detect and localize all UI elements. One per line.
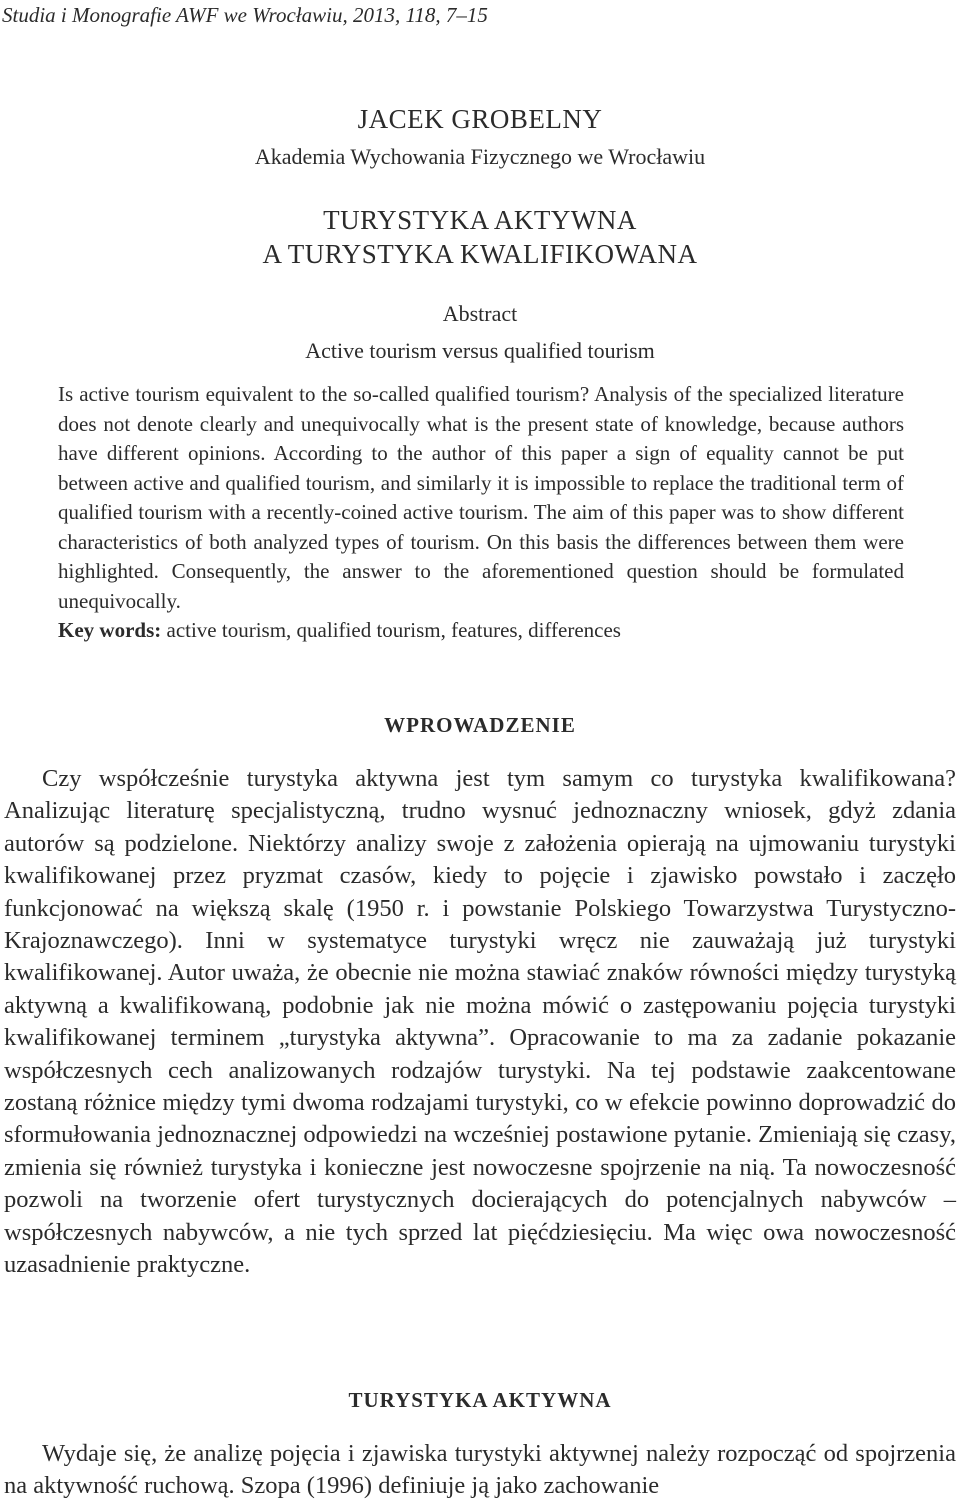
active-tourism-body	[4, 1438, 956, 1503]
abstract-text: Is active tourism equivalent to the so-called qualified tourism? Analysis of the specialized literature does not denote clearly and unequivocally what is the present state of knowledge, because authors have different opinions. According to the author of this paper a sign of equality cannot be put between active and qualified tourism, and similarly it is impossible to replace the traditional term of qualified tourism with a recently-coined active tourism. The aim of this paper was to show different characteristics of both analyzed types of tourism. On this basis the differences between them were highlighted. Consequently, the answer to the aforementioned question should be formulated unequivocally.	[58, 382, 904, 613]
intro-body	[4, 763, 956, 1282]
article-title-line-2: A TURYSTYKA KWALIFIKOWANA	[262, 239, 698, 269]
article-title-line-1: TURYSTYKA AKTYWNA	[323, 205, 637, 235]
keywords-line	[58, 616, 904, 646]
abstract-subtitle: Active tourism versus qualified tourism	[305, 338, 655, 363]
keywords-list: active tourism, qualified tourism, features, differences	[166, 618, 621, 642]
keywords-label: Key words:	[58, 618, 162, 642]
section-heading-wprowadzenie: WPROWADZENIE	[384, 713, 576, 737]
author-affiliation: Akademia Wychowania Fizycznego we Wrocławiu	[254, 144, 706, 169]
active-tourism-paragraph: Wydaje się, że analizę pojęcia i zjawiska turystyki aktywnej należy rozpocząć od spojrzenia na aktywność ruchową. Szopa (1996) definiuje ją jako zachowanie	[4, 1440, 956, 1500]
intro-paragraph: Czy współcześnie turystyka aktywna jest tym samym co turystyka kwalifikowana? Analizując literaturę specjalistyczną, trudno wysnuć jednoznaczny wniosek, gdyż zdania autorów są podzielone. Niektórzy analizy swoje z założenia opierają na ujmowaniu turystyki kwalifikowanej przez pryzmat czasów, kiedy to pojęcie i zjawisko powstało i zaczęło funkcjonować na większą skalę (1950 r. i powstanie Polskiego Towarzystwa Turystyczno-Krajoznawczego). Inni w systematyce turystyki wręcz nie zauważają już turystyki kwalifikowanej. Autor uważa, że obecnie nie można stawiać znaków równości między turystyką aktywną a kwalifikowaną, podobnie jak nie można mówić o zastępowaniu pojęcia turystyki kwalifikowanej terminem „turystyka aktywna”. Opracowanie to ma za zadanie pokazanie współczesnych cech analizowanych rodzajów turystyki. Na tej podstawie zaakcentowane zostaną różnice między tymi dwoma rodzajami turystyki, co w efekcie powinno doprowadzić do sformułowania jednoznacznej odpowiedzi na wcześniej postawione pytanie. Zmieniają się czasy, zmienia się również turystyka i konieczne jest nowoczesne spojrzenie na nią. Ta nowoczesność pozwoli na tworzenie ofert turystycznych docierających do potencjalnych nabywców – współczesnych nabywców, a nie tych sprzed lat pięćdziesięciu. Ma więc owa nowoczesność uzasadnienie praktyczne.	[4, 765, 956, 1279]
section-heading-turystyka-aktywna: TURYSTYKA AKTYWNA	[348, 1388, 612, 1412]
abstract-label: Abstract	[442, 301, 518, 326]
abstract-block	[58, 380, 904, 646]
running-head: Studia i Monografie AWF we Wrocławiu, 2013, 118, 7–15	[2, 3, 488, 27]
author-name: JACEK GROBELNY	[357, 104, 603, 134]
